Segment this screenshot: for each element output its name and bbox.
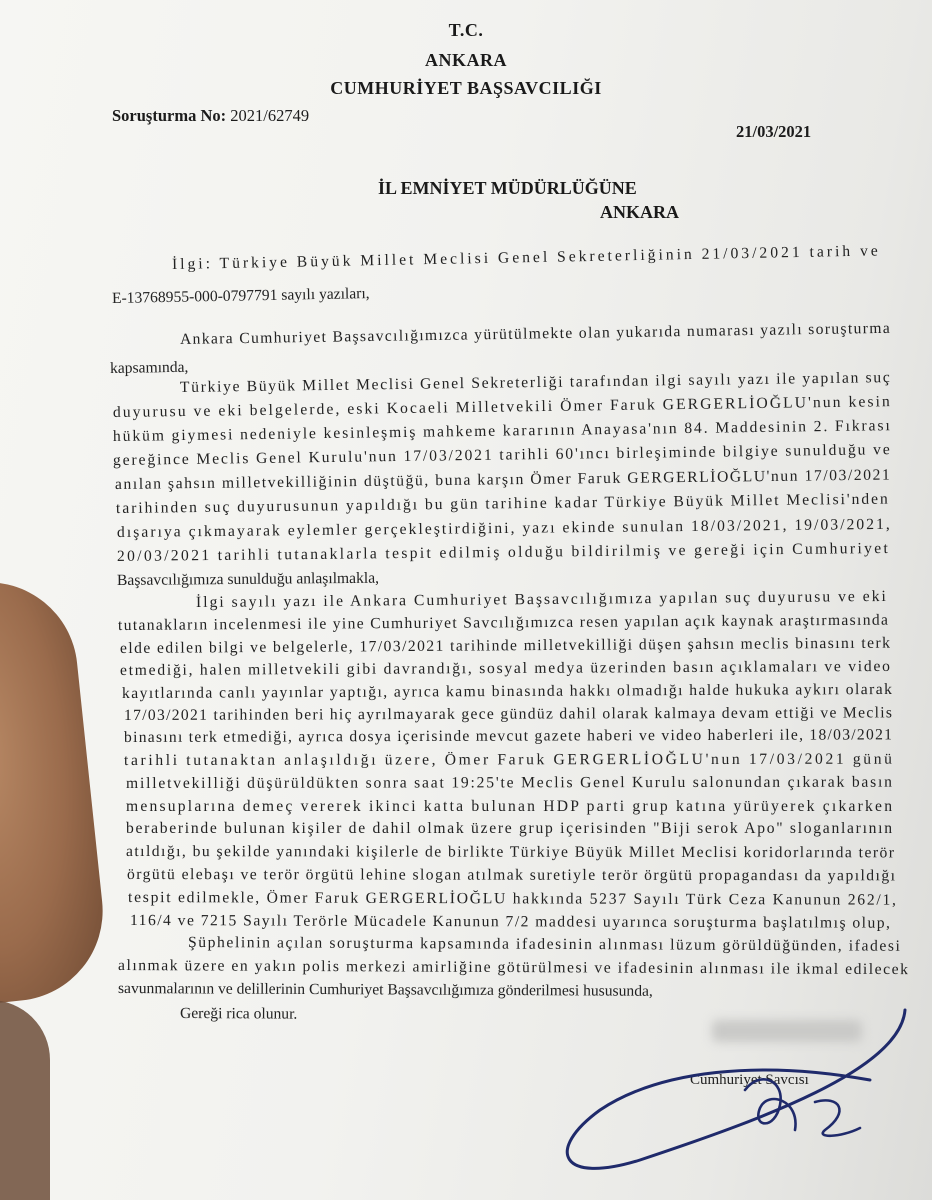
body-line: tarihli tutanaktan anlaşıldığı üzere, Ömer Faruk GERGERLİOĞLU'nun 17/03/2021 günü [123,750,895,769]
body-line: Gereği rica olunur. [179,1005,298,1023]
body-line: tarihinden suç duyurusunun yapıldığı bu gün tarihine kadar Türkiye Büyük Millet Meclisi'nden [115,490,890,517]
body-line: Türkiye Büyük Millet Meclisi Genel Sekreterliği tarafından ilgi sayılı yazı ile yapılan suç [179,369,892,396]
body-line: elde edilen bilgi ve belgelerle, 17/03/2021 tarihinde milletvekilliği düşen şahsın meclis binasını terk [119,634,892,657]
thumb-shadow [0,1000,50,1200]
investigation-number-label: Soruşturma No: [112,106,227,125]
body-line: İlgi sayılı yazı ile Ankara Cumhuriyet Başsavcılığımıza yapılan suç duyurusu ve eki [195,587,888,611]
body-line: 17/03/2021 tarihinden beri hiç ayrılmayarak gece gündüz dahil olarak kalmaya devam ettiği ve Meclis [123,704,894,724]
signature-title: Cumhuriyet Savcısı [690,1072,809,1088]
body-line: milletvekilliği düşürüldükten sonra saat 19:25'te Meclis Genel Kurulu salonundan çıkarak basın [125,773,894,792]
addressee-line2: ANKARA [600,202,679,222]
body-line: Başsavcılığımıza sunulduğu anlaşılmakla, [116,569,380,589]
document-date: 21/03/2021 [736,122,812,141]
body-line: alınmak üzere en yakın polis merkezi amirliğine götürülmesi ve ifadesinin alınması ile ikmal edilecek [117,957,910,979]
header-institution: CUMHURİYET BAŞSAVCILIĞI [330,78,602,98]
body-line: dışarıya çıkmayarak eylemler gerçekleştirdiğini, yazı ekinde sunulan 18/03/2021, 19/03/2021, [116,515,892,541]
body-line: kayıtlarında canlı yayınlar yaptığı, ayrıca kamu binasında hakkı olmadığı halde hukuka aykırı olarak [121,680,894,702]
investigation-number-value: 2021/62749 [230,106,310,125]
body-line: tutanakların incelenmesi ile yine Cumhuriyet Savcılığımızca resen yapılan açık kaynak araştırmasında [117,611,890,634]
body-line: örgütü elebaşı ve terör örgütü lehine slogan atılmak suretiyle terör örgütü propagandası da yapıldığı [126,866,897,885]
body-line: duyurusu ve eki belgelerde, eski Kocaeli Milletvekili Ömer Faruk GERGERLİOĞLU'nun kesin [112,393,892,421]
body-line: atıldığı, bu şekilde yanındaki kişilerle de birlikte Türkiye Büyük Millet Meclisi koridorlarında terör [125,843,896,862]
body-line: 116/4 ve 7215 Sayılı Terörle Mücadele Kanunun 7/2 maddesi uyarınca soruşturma başlatılmış olup, [129,912,892,932]
body-line: etmediği, halen milletvekili gibi davrandığı, sosyal medya üzerinden basın açıklamaları ve video [119,657,892,679]
body-line: beraberinde bulunan kişiler de dahil olmak üzere grup içerisinden "Biji serok Apo" sloganlarının [126,820,894,837]
header-tc: T.C. [448,20,484,40]
header-city: ANKARA [425,50,507,70]
body-line: mensuplarına demeç vererek ikinci katta bulunan HDP parti grup katına yürüyerek çıkarken [126,798,895,815]
body-line: anılan şahsın milletvekilliğinin düştüğü, buna karşın Ömer Faruk GERGERLİOĞLU'nun 17/03/2021 [114,466,892,493]
addressee-line1: İL EMNİYET MÜDÜRLÜĞÜNE [378,178,637,198]
body-line: kapsamında, [109,358,189,377]
body-line: savunmalarının ve delillerinin Cumhuriyet Başsavcılığımıza gönderilmesi hususunda, [117,980,653,1000]
body-line: hüküm giymesi nedeniyle kesinleşmiş mahkeme kararının Anayasa'nın 84. Maddesinin 2. Fıkrası [112,417,892,445]
body-line: binasını terk etmediği, ayrıca dosya içerisinde mevcut gazete haberi ve video haberleri ile, 18/03/2021 [123,726,894,746]
body-line: Şüphelinin açılan soruşturma kapsamında ifadesinin alınması lüzum görüldüğünden, ifadesi [187,934,902,955]
body-line: tespit edilmekle, Ömer Faruk GERGERLİOĞLU hakkında 5237 Sayılı Türk Ceza Kanunun 262/1, [127,889,898,909]
body-line: gereğince Meclis Genel Kurulu'nun 17/03/2021 tarihli 60'ıncı birleşiminde bilgiye sunulduğu ve [112,441,892,469]
body-line: İlgi: Türkiye Büyük Millet Meclisi Genel Sekreterliğinin 21/03/2021 tarih ve [171,242,881,273]
body-line: 20/03/2021 tarihli tutanaklarla tespit edilmiş olduğu bildirilmiş ve gereği için Cumhuriyet [116,539,891,565]
body-line: Ankara Cumhuriyet Başsavcılığımızca yürütülmekte olan yukarıda numarası yazılı soruşturma [179,319,892,348]
body-line: E-13768955-000-0797791 sayılı yazıları, [111,285,370,307]
